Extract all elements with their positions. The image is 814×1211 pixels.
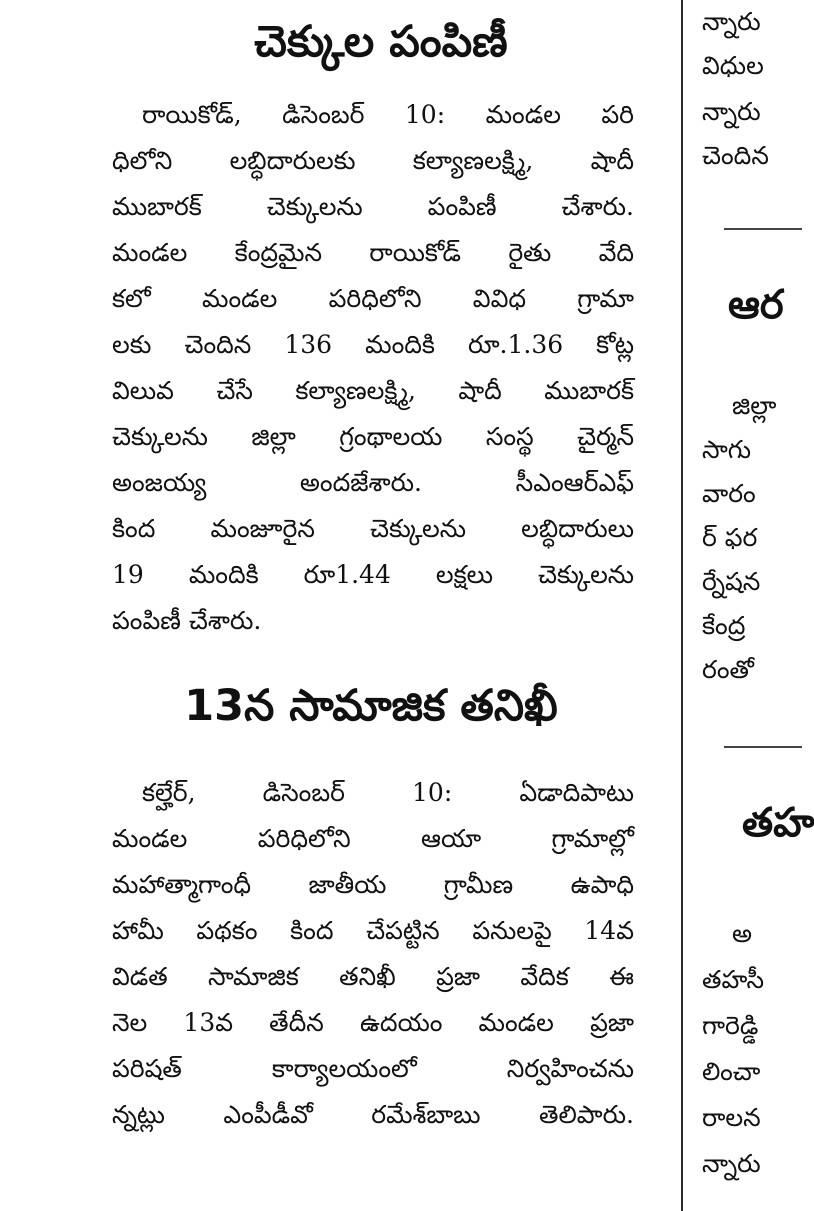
cropped-line: అ: [732, 919, 753, 948]
cropped-line: లించా: [702, 1057, 761, 1086]
cropped-line: ర్నేషన: [702, 567, 761, 596]
cropped-line: న్నారు: [702, 1149, 761, 1178]
cropped-line: జిల్లా: [732, 391, 777, 420]
section-rule: [724, 746, 802, 748]
article-line: విడత సామాజిక తనిఖీ ప్రజా వేదిక ఈ: [112, 962, 634, 991]
cropped-line: రంతో: [702, 655, 754, 684]
cropped-line: ర్ ఫర: [702, 523, 758, 552]
cropped-line: గారెడ్డి: [702, 1011, 759, 1040]
cropped-line: న్నారు: [702, 7, 761, 36]
article-line: చెక్కులను జిల్లా గ్రంథాలయ సంస్థ చైర్మన్: [112, 422, 634, 451]
article-line: పరిషత్ కార్యాలయంలో నిర్వహించను: [112, 1054, 634, 1083]
article-line: మహాత్మాగాంధీ జాతీయ గ్రామీణ ఉపాధి: [112, 870, 634, 899]
cropped-headline: తహ: [742, 800, 814, 846]
article-line: న్నట్లు ఎంపీడీవో రమేశ్‌బాబు తెలిపారు.: [112, 1100, 634, 1129]
article-line: కలో మండల పరిధిలోని వివిధ గ్రామా: [112, 284, 634, 313]
article-line: నెల 13వ తేదీన ఉదయం మండల ప్రజా: [112, 1008, 634, 1037]
article-headline-cheques-distribution: చెక్కుల పంపిణీ: [254, 17, 508, 67]
article-line: ధిలోని లబ్ధిదారులకు కల్యాణలక్ష్మి, షాదీ: [112, 146, 634, 175]
article-line: మండల కేంద్రమైన రాయికోడ్ రైతు వేది: [112, 238, 634, 267]
cropped-line: రాలన: [702, 1103, 761, 1132]
article-line: 19 మందికి రూ1.44 లక్షలు చెక్కులను: [112, 560, 634, 589]
column-divider: [681, 0, 683, 1211]
article-line: రాయికోడ్, డిసెంబర్ 10: మండల పరి: [142, 100, 634, 129]
article-line: ముబారక్ చెక్కులను పంపిణీ చేశారు.: [112, 192, 634, 221]
article-body-cheques-distribution: [112, 92, 634, 644]
article-line: పంపిణీ చేశారు.: [112, 606, 262, 635]
cropped-line: తహసీ: [702, 965, 765, 994]
cropped-line: వారం: [702, 479, 756, 508]
article-line: కింద మంజూరైన చెక్కులను లబ్ధిదారులు: [112, 514, 634, 543]
article-line: హామీ పథకం కింద చేపట్టిన పనులపై 14వ: [112, 916, 634, 945]
cropped-line: విధుల: [702, 51, 764, 80]
section-rule: [724, 228, 802, 230]
cropped-line: న్నారు: [702, 97, 761, 126]
article-line: మండల పరిధిలోని ఆయా గ్రామాల్లో: [112, 824, 634, 853]
article-line: లకు చెందిన 136 మందికి రూ.1.36 కోట్ల: [112, 330, 634, 359]
cropped-headline: ఆర: [728, 282, 784, 328]
article-body-social-audit: [112, 770, 634, 1138]
article-headline-social-audit: 13న సామాజిక తనిఖీ: [184, 681, 558, 731]
right-column-cropped: [702, 0, 814, 1211]
cropped-line: కేంద్ర: [702, 611, 746, 640]
cropped-line: చెందిన: [702, 141, 769, 170]
article-line: అంజయ్య అందజేశారు. సీఎంఆర్ఎఫ్: [112, 468, 634, 497]
article-line: విలువ చేసే కల్యాణలక్ష్మి, షాదీ ముబారక్: [112, 376, 634, 405]
article-line: కల్హేర్, డిసెంబర్ 10: ఏడాదిపాటు: [142, 778, 634, 807]
cropped-line: సాగు: [702, 435, 752, 464]
